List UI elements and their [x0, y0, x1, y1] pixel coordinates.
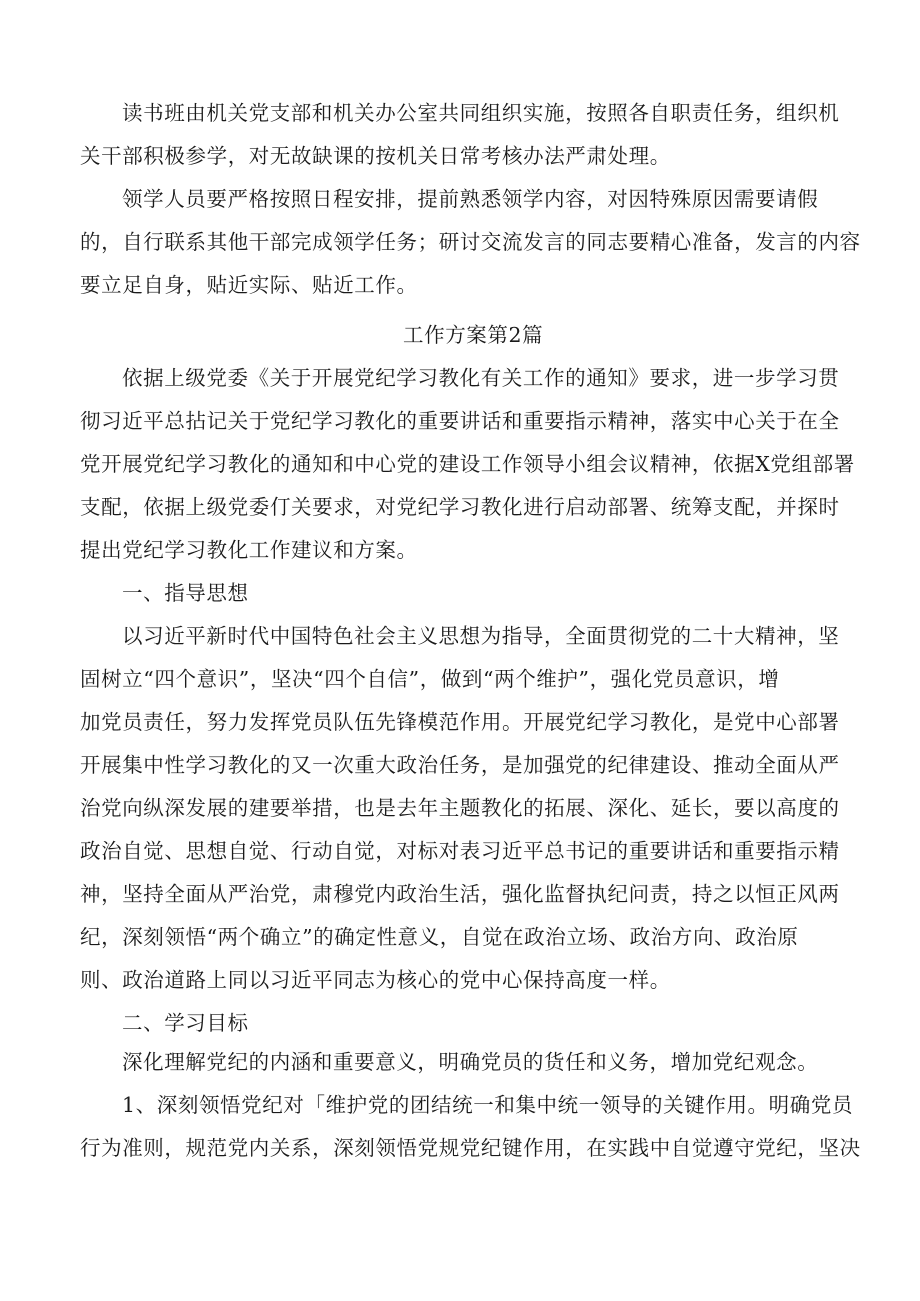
paragraph-line: 提出党纪学习教化工作建议和方案。 — [80, 538, 418, 562]
paragraph-line: 彻习近平总拈记关于党纪学习教化的重要讲话和重要指示精神，落实中心关于在全 — [80, 409, 840, 433]
paragraph-line: 神，坚持全面从严治党，肃穆党内政治生活，强化监督执纪问责，持之以恒正风两 — [80, 882, 840, 906]
paragraph-line: 读书班由机关党支部和机关办公室共同组织实施，按照各自职责任务，组织机 — [122, 101, 840, 125]
paragraph-line: 领学人员要严格按照日程安排，提前熟悉领学内容，对因特殊原因需要请假 — [122, 187, 819, 211]
paragraph-line: 政治自觉、思想自觉、行动自觉，对标对表习近平总书记的重要讲话和重要指示精 — [80, 839, 840, 863]
section-heading: 工作方案第2篇 — [403, 323, 544, 347]
paragraph-line: 以习近平新时代中国特色社会主义思想为指导，全面贯彻党的二十大精神，坚 — [122, 624, 840, 648]
paragraph-line: 的，自行联系其他干部完成领学任务；研讨交流发言的同志要精心准备，发言的内容 — [80, 230, 861, 254]
paragraph-line: 要立足自身，贴近实际、贴近工作。 — [80, 273, 418, 297]
subheading-learning-goals: 二、学习目标 — [122, 1011, 249, 1035]
paragraph-line: 关干部积极参学，对无故缺课的按机关日常考核办法严肃处理。 — [80, 144, 671, 168]
paragraph-line: 1、深刻领悟党纪对「维护党的团结统一和集中统一领导的关键作用。明确党员 — [122, 1093, 854, 1117]
paragraph-line: 行为准则，规范党内关系，深刻领悟党规党纪键作用，在实践中自觉遵守党纪，坚决 — [80, 1136, 861, 1160]
paragraph-line: 开展集中性学习教化的又一次重大政治任务，是加强党的纪律建设、推动全面从严 — [80, 753, 840, 777]
paragraph-line: 党开展党纪学习教化的通知和中心党的建设工作领导小组会议精神，依据X党组部署 — [80, 452, 855, 476]
paragraph-line: 固树立“四个意识”，坚决“四个自信”，做到“两个维护”，强化党员意识，增 — [80, 667, 780, 691]
paragraph-line: 纪，深刻领悟“两个确立”的确定性意义，自觉在政治立场、政治方向、政治原 — [80, 925, 799, 949]
paragraph-line: 治党向纵深发展的建要举措，也是去年主题教化的拓展、深化、延长，要以高度的 — [80, 796, 840, 820]
subheading-guiding-thought: 一、指导思想 — [122, 581, 249, 605]
paragraph-line: 则、政治道路上同以习近平同志为核心的党中心保持高度一样。 — [80, 968, 671, 992]
paragraph-line: 深化理解党纪的内涵和重要意义，明确党员的货任和义务，增加党纪观念。 — [122, 1050, 819, 1074]
paragraph-line: 加党员责任，努力发挥党员队伍先锋模范作用。开展党纪学习教化，是党中心部署 — [80, 710, 840, 734]
paragraph-line: 依据上级党委《关于开展党纪学习教化有关工作的通知》要求，进一步学习贯 — [122, 366, 840, 390]
paragraph-line: 支配，依据上级党委仃关要求，对党纪学习教化进行启动部署、统筹支配，并探时 — [80, 495, 840, 519]
